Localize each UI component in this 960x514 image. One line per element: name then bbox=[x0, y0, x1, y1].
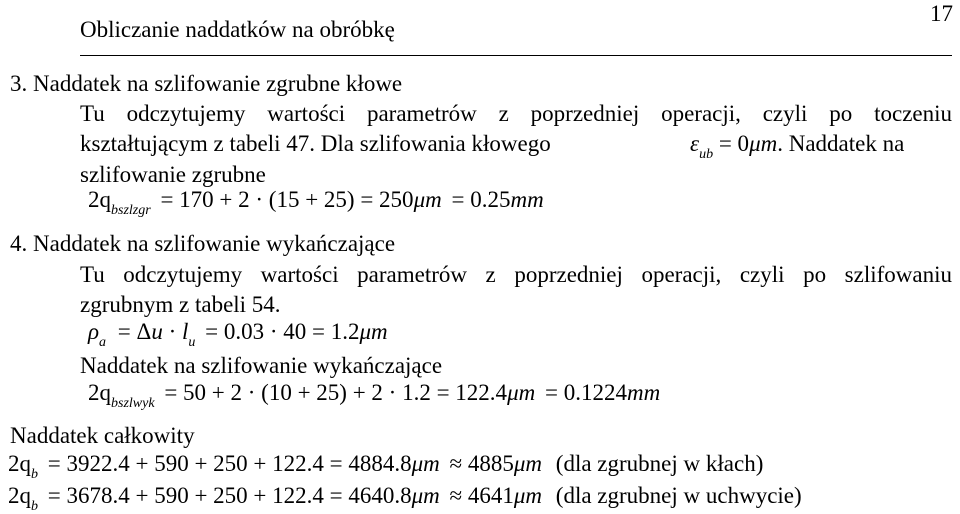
rho-u: u bbox=[151, 319, 163, 344]
section-4-equation bbox=[88, 380, 661, 411]
rho-dot: · bbox=[168, 319, 177, 344]
rho-eq-a: = Δ bbox=[117, 319, 152, 344]
section-4-label-2: Naddatek na szlifowanie wykańczające bbox=[80, 353, 443, 378]
epsilon-expression bbox=[690, 131, 905, 162]
eq-lhs: $2q_{bszlwyk}$ bbox=[88, 380, 155, 411]
rho-subscript: a bbox=[99, 335, 107, 350]
rho-equation bbox=[88, 319, 388, 350]
epsilon-subscript: ub bbox=[699, 147, 714, 162]
section-4-line-1: Tu odczytujemy wartości parametrów z poprzedniej operacji, czyli po szlifowaniu bbox=[80, 262, 952, 287]
eq-rhs-a: = 170 + 2 · (15 + 25) = 250 bbox=[160, 187, 414, 212]
section-4-line-2: zgrubnym z tabeli 54. bbox=[80, 292, 281, 317]
total-eq1-sub: b bbox=[31, 467, 38, 482]
total-eq1-approx: ≈ 4885 bbox=[449, 451, 514, 476]
total-eq1-unit-2: μm bbox=[513, 451, 543, 476]
epsilon-value: = 0 bbox=[718, 131, 750, 156]
total-eq2-sub: b bbox=[31, 499, 38, 514]
rho-symbol: ρ bbox=[88, 319, 100, 344]
rho-unit: μm bbox=[359, 319, 388, 344]
total-eq2-approx: ≈ 4641 bbox=[449, 483, 514, 508]
total-equation-2 bbox=[8, 483, 802, 514]
rho-l-subscript: u bbox=[188, 335, 196, 350]
section-3-line-2-tail: . Naddatek na bbox=[777, 131, 905, 156]
eq-unit-1: μm bbox=[507, 380, 536, 405]
total-eq2-unit-2: μm bbox=[513, 483, 543, 508]
eq-rhs-b: = 0.25 bbox=[451, 187, 511, 212]
total-eq1-unit-1: μm bbox=[411, 451, 440, 476]
total-eq1-note: (dla zgrubnej w kłach) bbox=[555, 451, 764, 476]
total-label: Naddatek całkowity bbox=[10, 423, 195, 448]
section-4-heading: 4. Naddatek na szlifowanie wykańczające bbox=[10, 231, 396, 256]
section-3-line-2 bbox=[80, 131, 952, 162]
section-3-heading: 3. Naddatek na szlifowanie zgrubne kłowe bbox=[10, 71, 403, 96]
total-eq2-note: (dla zgrubnej w uchwycie) bbox=[555, 483, 802, 508]
section-3-equation bbox=[88, 187, 544, 218]
eq-rhs-b: = 0.1224 bbox=[544, 380, 627, 405]
eq-unit-1: μm bbox=[413, 187, 442, 212]
total-eq2-a: = 3678.4 + 590 + 250 + 122.4 = 4640.8 bbox=[47, 483, 412, 508]
epsilon-symbol: ε bbox=[690, 131, 700, 156]
header-divider bbox=[80, 55, 952, 56]
eq-lhs: $2q_{bszlzgr}$ bbox=[88, 187, 151, 218]
page-number: 17 bbox=[930, 1, 953, 26]
eq-rhs-a: = 50 + 2 · (10 + 25) + 2 · 1.2 = 122.4 bbox=[164, 380, 508, 405]
total-equation-1 bbox=[8, 451, 764, 482]
total-eq2-lhs: 2q bbox=[8, 483, 31, 508]
page-title: Obliczanie naddatków na obróbkę bbox=[80, 17, 395, 42]
epsilon-unit: μm bbox=[749, 131, 778, 156]
total-eq1-lhs: 2q bbox=[8, 451, 31, 476]
rho-eq-b: = 0.03 · 40 = 1.2 bbox=[205, 319, 360, 344]
total-eq1-a: = 3922.4 + 590 + 250 + 122.4 = 4884.8 bbox=[47, 451, 412, 476]
eq-unit-2: mm bbox=[510, 187, 544, 212]
section-3-line-1: Tu odczytujemy wartości parametrów z poprzedniej operacji, czyli po toczeniu bbox=[80, 101, 952, 126]
rho-l: l bbox=[181, 319, 189, 344]
total-eq2-unit-1: μm bbox=[411, 483, 440, 508]
section-3-line-2-text: kształtującym z tabeli 47. Dla szlifowania kłowego bbox=[80, 131, 551, 156]
section-3-line-3: szlifowanie zgrubne bbox=[80, 162, 266, 187]
eq-unit-2: mm bbox=[626, 380, 661, 405]
